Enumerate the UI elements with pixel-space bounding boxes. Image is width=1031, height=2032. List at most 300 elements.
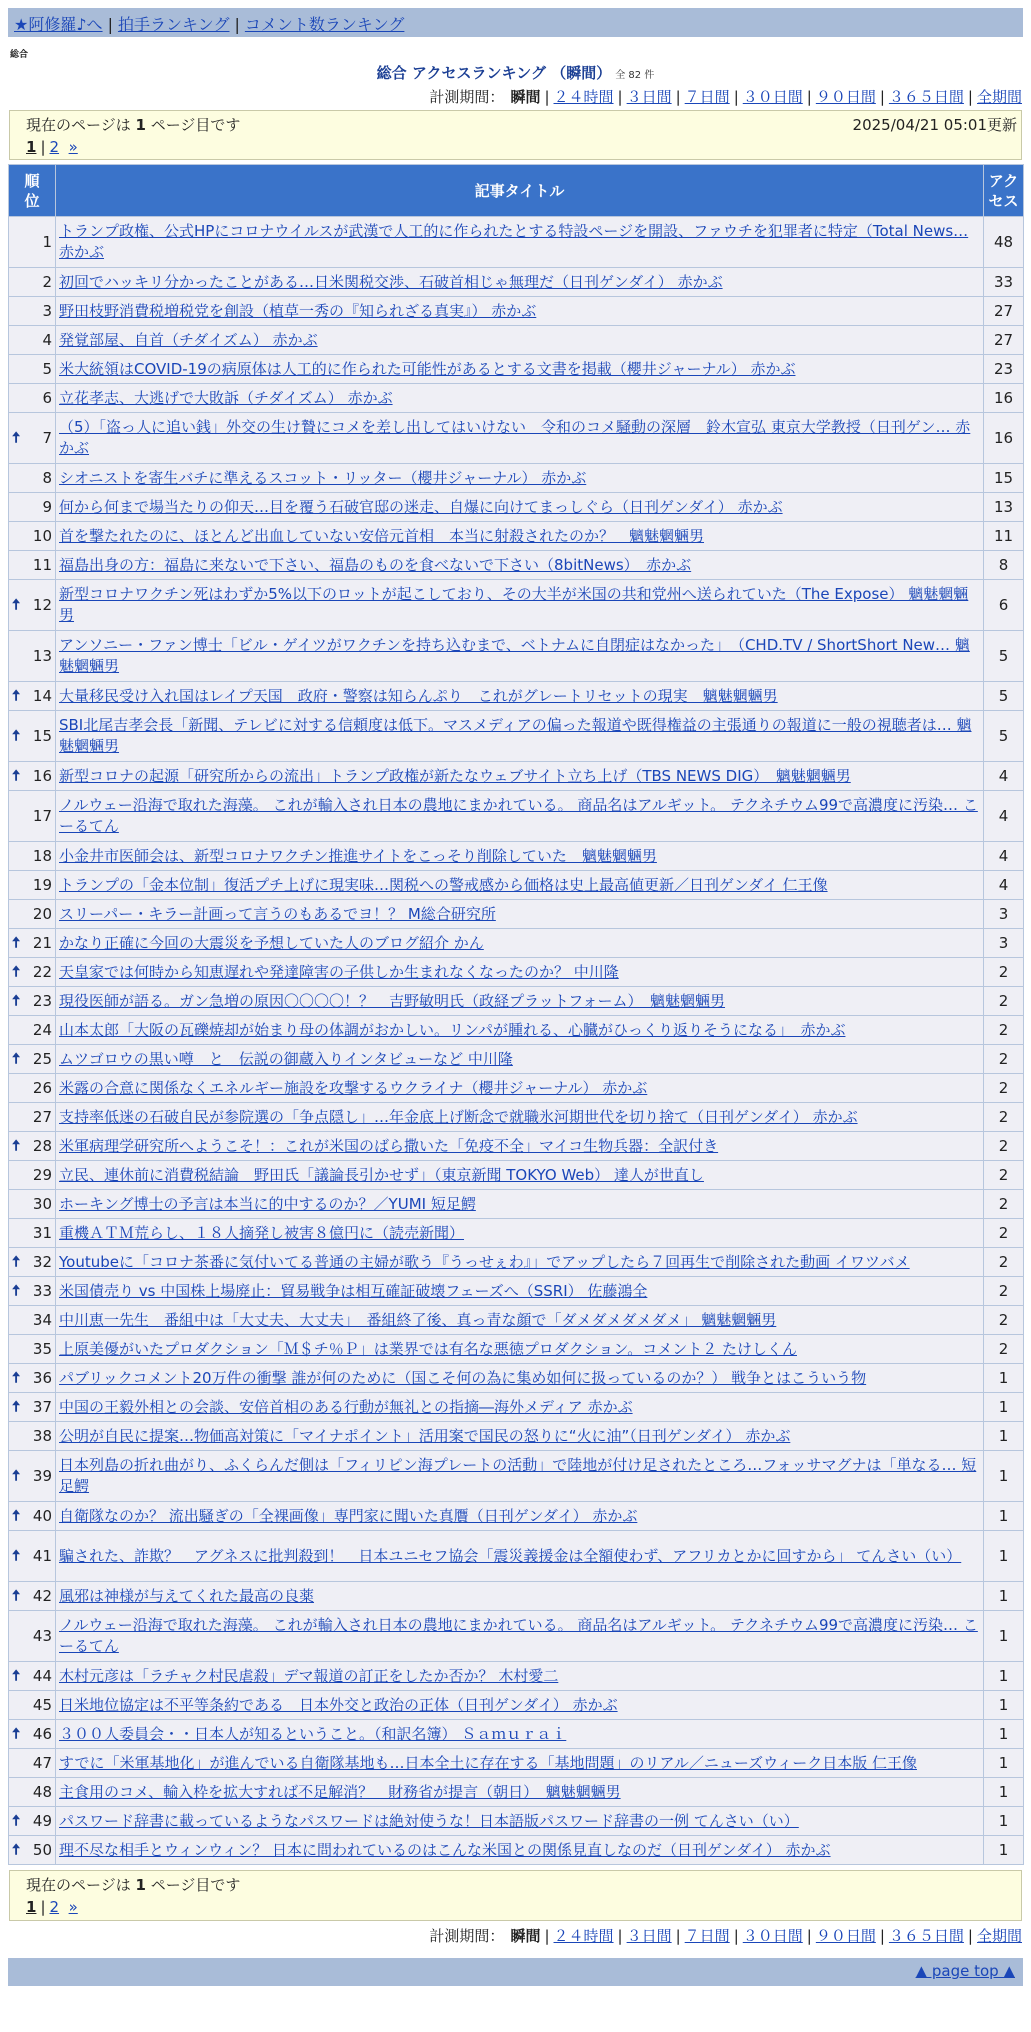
period-current: 瞬間 bbox=[510, 88, 541, 106]
article-title-link[interactable]: 公明が自民に提案…物価高対策に「マイナポイント」活用案で国民の怒りに“火に油”（日刊ゲンダイ） 赤かぶ bbox=[59, 1426, 791, 1445]
access-count: 4 bbox=[984, 871, 1024, 900]
rank-up-arrow-icon: 🠅 bbox=[12, 1840, 21, 1859]
access-count: 1 bbox=[984, 1836, 1024, 1865]
article-title-link[interactable]: 主食用のコメ、輸入枠を拡大すれば不足解消？ 財務省が提言（朝日） 魑魅魍魎男 bbox=[59, 1782, 621, 1801]
access-count: 1 bbox=[984, 1611, 1024, 1662]
period-option-1[interactable]: ３日間 bbox=[626, 88, 672, 106]
rank-number: 37 bbox=[32, 1397, 52, 1416]
title-cell bbox=[56, 493, 984, 522]
rank-up-arrow-icon: 🠅 bbox=[12, 1724, 21, 1743]
rank-cell bbox=[9, 1393, 56, 1422]
article-title-link[interactable]: 立花孝志、大逃げで大敗訴（チダイズム） 赤かぶ bbox=[59, 388, 393, 407]
page-1-current: 1 bbox=[26, 138, 37, 156]
access-count: 1 bbox=[984, 1502, 1024, 1531]
rank-number: 1 bbox=[42, 232, 52, 251]
article-title-link[interactable]: 風邪は神様が与えてくれた最高の良薬 bbox=[59, 1586, 315, 1605]
rank-number: 47 bbox=[32, 1753, 52, 1772]
rank-number: 45 bbox=[32, 1695, 52, 1714]
article-title-link[interactable]: トランプ政権、公式HPにコロナウイルスが武漢で人工的に作られたとする特設ページを開設、ファウチを犯罪者に特定（Total News… 赤かぶ bbox=[59, 222, 969, 261]
title-cell bbox=[56, 1662, 984, 1691]
access-count: 2 bbox=[984, 1132, 1024, 1161]
page-top-link[interactable]: ▲ page top ▲ bbox=[915, 1962, 1015, 1980]
col-header-rank bbox=[9, 165, 56, 217]
rank-number: 36 bbox=[32, 1368, 52, 1387]
article-title-link[interactable]: 米国債売り vs 中国株上場廃止：貿易戦争は相互確証破壊フェーズへ（SSRI） 佐藤鴻全 bbox=[59, 1281, 648, 1300]
title-cell bbox=[56, 1016, 984, 1045]
access-count: 2 bbox=[984, 1277, 1024, 1306]
rank-number: 50 bbox=[32, 1840, 52, 1859]
access-count: 1 bbox=[984, 1720, 1024, 1749]
rank-up-arrow-icon: 🠅 bbox=[12, 428, 21, 447]
current-page-pre: 現在のページは bbox=[26, 116, 136, 134]
title-cell bbox=[56, 551, 984, 580]
top-nav-bar bbox=[8, 8, 1023, 37]
title-cell bbox=[56, 1132, 984, 1161]
period-separator: | bbox=[544, 1927, 550, 1945]
article-title-link[interactable]: 上原美優がいたプロダクション「Ｍ＄チ％Ｐ」は業界では有名な悪徳プロダクション。コメント２ たけしくん bbox=[59, 1339, 797, 1358]
rank-up-arrow-icon: 🠅 bbox=[12, 686, 21, 705]
article-title-link[interactable]: 発覚部屋、自首（チダイズム） 赤かぶ bbox=[59, 330, 318, 349]
access-count: 1 bbox=[984, 1807, 1024, 1836]
title-cell bbox=[56, 958, 984, 987]
article-title-link[interactable]: ムツゴロウの黒い噂 と 伝説の御蔵入りインタビューなど 中川隆 bbox=[59, 1049, 513, 1068]
rank-up-arrow-icon: 🠅 bbox=[12, 1281, 21, 1300]
rank-up-arrow-icon: 🠅 bbox=[12, 1811, 21, 1830]
rank-number: 10 bbox=[32, 526, 52, 545]
rank-cell bbox=[9, 1335, 56, 1364]
title-cell bbox=[56, 1219, 984, 1248]
page-separator: | bbox=[40, 138, 46, 156]
table-row bbox=[9, 1422, 1024, 1451]
rank-cell bbox=[9, 842, 56, 871]
article-title-link[interactable]: 立民、連休前に消費税結論 野田氏「議論長引かせず」（東京新聞 TOKYO Web） 達人が世直し bbox=[59, 1165, 704, 1184]
rank-cell bbox=[9, 1045, 56, 1074]
table-row bbox=[9, 326, 1024, 355]
rank-number: 39 bbox=[32, 1466, 52, 1485]
table-row bbox=[9, 464, 1024, 493]
article-title-link[interactable]: Youtubeに「コロナ茶番に気付いてる普通の主婦が歌う『うっせぇわ』」でアップしたら７回再生で削除された動画 イワツバメ bbox=[59, 1252, 910, 1271]
rank-number: 6 bbox=[42, 388, 52, 407]
rank-number: 38 bbox=[32, 1426, 52, 1445]
article-title-link[interactable]: 中国の王毅外相との会談、安倍首相のある行動が無礼との指摘―海外メディア 赤かぶ bbox=[59, 1397, 633, 1416]
table-row bbox=[9, 580, 1024, 631]
table-row bbox=[9, 1778, 1024, 1807]
rank-up-arrow-icon: 🠅 bbox=[12, 1049, 21, 1068]
access-count: 1 bbox=[984, 1691, 1024, 1720]
period-separator: | bbox=[806, 88, 812, 106]
table-row bbox=[9, 1807, 1024, 1836]
rank-cell bbox=[9, 791, 56, 842]
rank-cell bbox=[9, 762, 56, 791]
article-title-link[interactable]: ホーキング博士の予言は本当に的中するのか？／YUMI 短足鰐 bbox=[59, 1194, 476, 1213]
table-row bbox=[9, 1248, 1024, 1277]
access-count: 2 bbox=[984, 958, 1024, 987]
title-cell bbox=[56, 1720, 984, 1749]
table-row bbox=[9, 1016, 1024, 1045]
rank-number: 18 bbox=[32, 846, 52, 865]
rank-number: 23 bbox=[32, 991, 52, 1010]
rank-number: 12 bbox=[32, 595, 52, 614]
next-page-link-bottom[interactable]: » bbox=[68, 1898, 78, 1916]
title-cell bbox=[56, 682, 984, 711]
rank-number: 41 bbox=[32, 1546, 52, 1565]
period-separator: | bbox=[617, 1927, 623, 1945]
rank-number: 14 bbox=[32, 686, 52, 705]
period-current-bottom: 瞬間 bbox=[510, 1927, 541, 1945]
article-title-link[interactable]: アンソニー・ファン博士「ビル・ゲイツがワクチンを持ち込むまで、ベトナムに自閉症はなかった」 （CHD.TV / ShortShort New… 魑魅魍魎男 bbox=[59, 636, 970, 675]
period-label-bottom: 計測期間： bbox=[429, 1927, 505, 1945]
rank-up-arrow-icon: 🠅 bbox=[12, 595, 21, 614]
table-row bbox=[9, 987, 1024, 1016]
period-separator: | bbox=[967, 88, 973, 106]
rank-number: 20 bbox=[32, 904, 52, 923]
access-count: 1 bbox=[984, 1778, 1024, 1807]
article-title-link[interactable]: 首を撃たれたのに、ほとんど出血していない安倍元首相 本当に射殺されたのか？ 魑魅魍魎男 bbox=[59, 526, 705, 545]
rank-cell bbox=[9, 217, 56, 268]
title-cell bbox=[56, 762, 984, 791]
access-count: 15 bbox=[984, 464, 1024, 493]
period-selector-bottom bbox=[429, 1925, 1022, 1946]
period-selector-top bbox=[429, 86, 1022, 107]
rank-cell bbox=[9, 1582, 56, 1611]
title-cell bbox=[56, 1364, 984, 1393]
rank-cell bbox=[9, 1016, 56, 1045]
article-title-link[interactable]: 中川恵一先生 番組中は「大丈夫、大丈夫」 番組終了後、真っ青な顔で「ダメダメダメダメ」 魑魅魍魎男 bbox=[59, 1310, 777, 1329]
access-count: 3 bbox=[984, 900, 1024, 929]
period-option-6[interactable]: 全期間 bbox=[976, 88, 1022, 106]
pager-box-bottom bbox=[9, 1870, 1022, 1921]
table-row bbox=[9, 297, 1024, 326]
table-row bbox=[9, 791, 1024, 842]
article-title-link[interactable]: 小金井市医師会は、新型コロナワクチン推進サイトをこっそり削除していた 魑魅魍魎男 bbox=[59, 846, 657, 865]
article-title-link[interactable]: 野田枝野消費税増税党を創設（植草一秀の『知られざる真実』） 赤かぶ bbox=[59, 301, 537, 320]
access-count: 1 bbox=[984, 1662, 1024, 1691]
page-2-link-bottom[interactable]: 2 bbox=[49, 1898, 60, 1916]
access-count: 48 bbox=[984, 217, 1024, 268]
access-count: 2 bbox=[984, 1103, 1024, 1132]
article-title-link[interactable]: 米大統領はCOVID-19の病原体は人工的に作られた可能性があるとする文書を掲載（櫻井ジャーナル） 赤かぶ bbox=[59, 359, 796, 378]
rank-cell bbox=[9, 631, 56, 682]
rank-number: 2 bbox=[42, 272, 52, 291]
rank-cell bbox=[9, 326, 56, 355]
access-count: 2 bbox=[984, 1219, 1024, 1248]
period-option-5-bottom[interactable]: ３６５日間 bbox=[888, 1927, 964, 1945]
article-title-link[interactable]: 騙された、詐欺？ アグネスに批判殺到！ 日本ユニセフ協会「震災義援金は全額使わず、アフリカとかに回すから」 てんさい（い） bbox=[59, 1546, 962, 1565]
period-option-0[interactable]: ２４時間 bbox=[553, 88, 614, 106]
rank-up-arrow-icon: 🠅 bbox=[12, 1397, 21, 1416]
title-cell bbox=[56, 1103, 984, 1132]
table-row bbox=[9, 1691, 1024, 1720]
table-row bbox=[9, 522, 1024, 551]
period-option-0-bottom[interactable]: ２４時間 bbox=[553, 1927, 614, 1945]
section-label: 総合 bbox=[10, 50, 29, 60]
nav-applause-ranking-link[interactable]: 拍手ランキング bbox=[117, 15, 230, 34]
rank-up-arrow-icon: 🠅 bbox=[12, 933, 21, 952]
rank-cell bbox=[9, 987, 56, 1016]
rank-number: 43 bbox=[32, 1626, 52, 1645]
article-title-link[interactable]: 現役医師が語る。ガン急増の原因〇〇〇〇！？ 吉野敏明氏（政経プラットフォーム） 魑魅魍魎男 bbox=[59, 991, 726, 1010]
article-title-link[interactable]: すでに「米軍基地化」が進んでいる自衛隊基地も…日本全土に存在する「基地問題」のリアル／ニューズウィーク日本版 仁王像 bbox=[59, 1753, 917, 1772]
rank-cell bbox=[9, 900, 56, 929]
table-header-row bbox=[9, 165, 1024, 217]
updated-timestamp: 2025/04/21 05:01更新 bbox=[852, 116, 1017, 134]
nav-separator: | bbox=[234, 15, 240, 34]
period-option-1-bottom[interactable]: ３日間 bbox=[626, 1927, 672, 1945]
title-cell bbox=[56, 297, 984, 326]
ranking-table-body bbox=[9, 217, 1024, 1865]
access-count: 1 bbox=[984, 1531, 1024, 1582]
rank-up-arrow-icon: 🠅 bbox=[12, 962, 21, 981]
article-title-link[interactable]: 重機ＡＴＭ荒らし、１８人摘発し被害８億円に（読売新聞） bbox=[59, 1223, 465, 1242]
article-title-link[interactable]: パスワード辞書に載っているようなパスワードは絶対使うな！日本語版パスワード辞書の一例 てんさい（い） bbox=[59, 1811, 799, 1830]
ranking-table bbox=[8, 164, 1024, 1865]
table-row bbox=[9, 1393, 1024, 1422]
article-title-link[interactable]: 支持率低迷の石破自民が参院選の「争点隠し」…年金底上げ断念で就職氷河期世代を切り捨て（日刊ゲンダイ） 赤かぶ bbox=[59, 1107, 858, 1126]
rank-cell bbox=[9, 1451, 56, 1502]
rank-cell bbox=[9, 297, 56, 326]
rank-number: 8 bbox=[42, 468, 52, 487]
table-row bbox=[9, 1045, 1024, 1074]
rank-cell bbox=[9, 1778, 56, 1807]
title-cell bbox=[56, 1749, 984, 1778]
article-title-link[interactable]: 理不尽な相手とウィンウィン？ 日本に問われているのはこんな米国との関係見直しなのだ（日刊ゲンダイ） 赤かぶ bbox=[59, 1840, 831, 1859]
access-count: 2 bbox=[984, 987, 1024, 1016]
rank-cell bbox=[9, 1611, 56, 1662]
article-title-link[interactable]: 山本太郎「大阪の瓦礫焼却が始まり母の体調がおかしい。リンパが腫れる、心臓がひっくり返りそうになる」 赤かぶ bbox=[59, 1020, 846, 1039]
access-count: 2 bbox=[984, 1248, 1024, 1277]
period-option-6-bottom[interactable]: 全期間 bbox=[976, 1927, 1022, 1945]
rank-cell bbox=[9, 1691, 56, 1720]
title-cell bbox=[56, 268, 984, 297]
article-title-link[interactable]: 米露の合意に関係なくエネルギー施設を攻撃するウクライナ（櫻井ジャーナル） 赤かぶ bbox=[59, 1078, 648, 1097]
rank-up-arrow-icon: 🠅 bbox=[12, 1368, 21, 1387]
rank-cell bbox=[9, 384, 56, 413]
page-links bbox=[26, 138, 1005, 156]
rank-cell bbox=[9, 1531, 56, 1582]
title-cell bbox=[56, 1582, 984, 1611]
current-page-number-bottom: 1 bbox=[135, 1876, 146, 1894]
period-separator: | bbox=[967, 1927, 973, 1945]
title-cell bbox=[56, 1778, 984, 1807]
period-option-2[interactable]: ７日間 bbox=[684, 88, 730, 106]
article-title-link[interactable]: トランプの「金本位制」復活プチ上げに現実味…関税への警戒感から価格は史上最高値更新／日刊ゲンダイ 仁王像 bbox=[59, 875, 828, 894]
access-count: 2 bbox=[984, 1074, 1024, 1103]
nav-home-link[interactable]: ★阿修羅♪へ bbox=[14, 15, 103, 34]
access-count: 8 bbox=[984, 551, 1024, 580]
article-title-link[interactable]: 福島出身の方：福島に来ないで下さい、福島のものを食べないで下さい（8bitNews） 赤かぶ bbox=[59, 555, 692, 574]
title-cell bbox=[56, 1531, 984, 1582]
article-title-link[interactable]: 何から何まで場当たりの仰天…目を覆う石破官邸の迷走、自爆に向けてまっしぐら（日刊ゲンダイ） 赤かぶ bbox=[59, 497, 783, 516]
page-separator: | bbox=[40, 1898, 46, 1916]
title-cell bbox=[56, 355, 984, 384]
table-row bbox=[9, 762, 1024, 791]
period-option-4[interactable]: ９０日間 bbox=[815, 88, 876, 106]
period-separator: | bbox=[879, 1927, 885, 1945]
period-option-4-bottom[interactable]: ９０日間 bbox=[815, 1927, 876, 1945]
title-cell bbox=[56, 1393, 984, 1422]
rank-number: 44 bbox=[32, 1666, 52, 1685]
access-count: 6 bbox=[984, 580, 1024, 631]
rank-up-arrow-icon: 🠅 bbox=[12, 1252, 21, 1271]
title-cell bbox=[56, 1045, 984, 1074]
period-option-3[interactable]: ３０日間 bbox=[742, 88, 803, 106]
article-title-link[interactable]: 自衛隊なのか？ 流出騒ぎの「全裸画像」専門家に聞いた真贋（日刊ゲンダイ） 赤かぶ bbox=[59, 1506, 638, 1525]
rank-number: 16 bbox=[32, 766, 52, 785]
title-cell bbox=[56, 413, 984, 464]
table-row bbox=[9, 631, 1024, 682]
article-title-link[interactable]: 日本列島の折れ曲がり、ふくらんだ側は「フィリピン海プレートの活動」で陸地が付け足されたところ…フォッサマグナは「単なる… 短足鰐 bbox=[59, 1456, 977, 1495]
rank-cell bbox=[9, 1662, 56, 1691]
rank-cell bbox=[9, 1502, 56, 1531]
access-count: 16 bbox=[984, 413, 1024, 464]
table-row bbox=[9, 1161, 1024, 1190]
table-row bbox=[9, 1219, 1024, 1248]
title-cell bbox=[56, 711, 984, 762]
access-count: 2 bbox=[984, 1335, 1024, 1364]
current-page-post: ページ目です bbox=[145, 116, 241, 134]
rank-number: 13 bbox=[32, 646, 52, 665]
rank-cell bbox=[9, 1836, 56, 1865]
period-option-3-bottom[interactable]: ３０日間 bbox=[742, 1927, 803, 1945]
period-option-5[interactable]: ３６５日間 bbox=[888, 88, 964, 106]
rank-cell bbox=[9, 711, 56, 762]
rank-cell bbox=[9, 1720, 56, 1749]
title-cell bbox=[56, 871, 984, 900]
table-row bbox=[9, 958, 1024, 987]
article-title-link[interactable]: 木村元彦は「ラチャク村民虐殺」デマ報道の訂正をしたか否か？ 木村愛二 bbox=[59, 1666, 559, 1685]
article-title-link[interactable]: 初回でハッキリ分かったことがある…日米関税交渉、石破首相じゃ無理だ（日刊ゲンダイ） 赤かぶ bbox=[59, 272, 723, 291]
article-title-link[interactable]: 大量移民受け入れ国はレイプ天国 政府・警察は知らんぷり これがグレートリセットの現実 魑魅魍魎男 bbox=[59, 686, 778, 705]
rank-number: 42 bbox=[32, 1586, 52, 1605]
bottom-bar bbox=[8, 1958, 1023, 1986]
rank-cell bbox=[9, 1248, 56, 1277]
rank-cell bbox=[9, 1103, 56, 1132]
article-title-link[interactable]: シオニストを寄生バチに準えるスコット・リッター（櫻井ジャーナル） 赤かぶ bbox=[59, 468, 587, 487]
access-count: 4 bbox=[984, 842, 1024, 871]
access-count: 2 bbox=[984, 1161, 1024, 1190]
access-count: 1 bbox=[984, 1582, 1024, 1611]
access-count: 27 bbox=[984, 326, 1024, 355]
article-title-link[interactable]: パブリックコメント20万件の衝撃 誰が何のために（国こそ何の為に集め如何に扱っているのか？） 戦争とはこういう物 bbox=[59, 1368, 867, 1387]
article-title-link[interactable]: SBI北尾吉孝会長「新聞、テレビに対する信頼度は低下。マスメディアの偏った報道や既得権益の主張通りの報道に一般の視聴者は… 魑魅魍魎男 bbox=[59, 716, 972, 755]
title-cell bbox=[56, 987, 984, 1016]
rank-number: 29 bbox=[32, 1165, 52, 1184]
article-title-link[interactable]: ノルウェー沿海で取れた海藻。 これが輸入され日本の農地にまかれている。 商品名はアルギット。 テクネチウム99で高濃度に汚染… こーるてん bbox=[59, 1616, 978, 1655]
title-cell bbox=[56, 631, 984, 682]
article-title-link[interactable]: 日米地位協定は不平等条約である 日本外交と政治の正体（日刊ゲンダイ） 赤かぶ bbox=[59, 1695, 618, 1714]
access-count: 1 bbox=[984, 1422, 1024, 1451]
rank-cell bbox=[9, 1132, 56, 1161]
title-cell bbox=[56, 1277, 984, 1306]
current-page-pre-bottom: 現在のページは bbox=[26, 1876, 136, 1894]
title-cell bbox=[56, 1691, 984, 1720]
article-title-link[interactable]: スリーパー・キラー計画って言うのもあるでヨ！？ M総合研究所 bbox=[59, 904, 496, 923]
period-separator: | bbox=[879, 88, 885, 106]
rank-cell bbox=[9, 1422, 56, 1451]
rank-number: 48 bbox=[32, 1782, 52, 1801]
nav-comment-ranking-link[interactable]: コメント数ランキング bbox=[244, 15, 405, 34]
title-cell bbox=[56, 580, 984, 631]
title-cell bbox=[56, 1611, 984, 1662]
access-count: 4 bbox=[984, 762, 1024, 791]
rank-number: 27 bbox=[32, 1107, 52, 1126]
period-option-2-bottom[interactable]: ７日間 bbox=[684, 1927, 730, 1945]
table-row bbox=[9, 1335, 1024, 1364]
rank-up-arrow-icon: 🠅 bbox=[12, 766, 21, 785]
article-title-link[interactable]: 米軍病理学研究所へようこそ！：これが米国のばら撒いた「免疫不全」マイコ生物兵器：全訳付き bbox=[59, 1136, 719, 1155]
rank-up-arrow-icon: 🠅 bbox=[12, 991, 21, 1010]
rank-cell bbox=[9, 493, 56, 522]
rank-up-arrow-icon: 🠅 bbox=[12, 1506, 21, 1525]
rank-cell bbox=[9, 1219, 56, 1248]
access-count: 1 bbox=[984, 1393, 1024, 1422]
rank-number: 32 bbox=[32, 1252, 52, 1271]
title-cell bbox=[56, 1074, 984, 1103]
table-row bbox=[9, 1190, 1024, 1219]
table-row bbox=[9, 1132, 1024, 1161]
page-1-current-bottom: 1 bbox=[26, 1898, 37, 1916]
access-count: 5 bbox=[984, 682, 1024, 711]
article-title-link[interactable]: かなり正確に今回の大震災を予想していた人のブログ紹介 かん bbox=[59, 933, 484, 952]
rank-number: 26 bbox=[32, 1078, 52, 1097]
article-title-link[interactable]: 新型コロナの起源「研究所からの流出」トランプ政権が新たなウェブサイト立ち上げ（TBS NEWS DIG） 魑魅魍魎男 bbox=[59, 766, 851, 785]
table-row bbox=[9, 551, 1024, 580]
title-cell bbox=[56, 929, 984, 958]
access-count: 2 bbox=[984, 1306, 1024, 1335]
rank-number: 9 bbox=[42, 497, 52, 516]
col-header-rank-text: 順 位 bbox=[24, 171, 40, 210]
article-title-link[interactable]: 天皇家では何時から知恵遅れや発達障害の子供しか生まれなくなったのか？ 中川隆 bbox=[59, 962, 619, 981]
table-row bbox=[9, 1531, 1024, 1582]
period-separator: | bbox=[544, 88, 550, 106]
col-header-access bbox=[984, 165, 1024, 217]
table-row bbox=[9, 355, 1024, 384]
next-page-link[interactable]: » bbox=[68, 138, 78, 156]
current-page-number: 1 bbox=[135, 116, 146, 134]
table-row bbox=[9, 217, 1024, 268]
table-row bbox=[9, 682, 1024, 711]
rank-number: 22 bbox=[32, 962, 52, 981]
period-separator: | bbox=[733, 88, 739, 106]
table-row bbox=[9, 1502, 1024, 1531]
rank-up-arrow-icon: 🠅 bbox=[12, 1466, 21, 1485]
rank-up-arrow-icon: 🠅 bbox=[12, 1136, 21, 1155]
rank-cell bbox=[9, 682, 56, 711]
rank-number: 24 bbox=[32, 1020, 52, 1039]
access-count: 1 bbox=[984, 1749, 1024, 1778]
article-title-link[interactable]: ノルウェー沿海で取れた海藻。 これが輸入され日本の農地にまかれている。 商品名はアルギット。 テクネチウム99で高濃度に汚染… こーるてん bbox=[59, 796, 978, 835]
col-header-title: 記事タイトル bbox=[56, 165, 984, 217]
title-cell bbox=[56, 217, 984, 268]
page-2-link[interactable]: 2 bbox=[49, 138, 60, 156]
pager-box-top bbox=[9, 110, 1022, 160]
rank-number: 19 bbox=[32, 875, 52, 894]
table-row bbox=[9, 929, 1024, 958]
article-title-link[interactable]: （5）「盗っ人に追い銭」外交の生け贄にコメを差し出してはいけない 令和のコメ騒動の深層 鈴木宣弘 東京大学教授（日刊ゲン… 赤かぶ bbox=[59, 418, 971, 457]
title-cell bbox=[56, 384, 984, 413]
title-cell bbox=[56, 1807, 984, 1836]
title-cell bbox=[56, 1190, 984, 1219]
table-row bbox=[9, 1364, 1024, 1393]
rank-up-arrow-icon: 🠅 bbox=[12, 726, 21, 745]
current-page-post-bottom: ページ目です bbox=[145, 1876, 241, 1894]
rank-cell bbox=[9, 1364, 56, 1393]
rank-cell bbox=[9, 551, 56, 580]
access-count: 3 bbox=[984, 929, 1024, 958]
table-row bbox=[9, 842, 1024, 871]
article-title-link[interactable]: 新型コロナワクチン死はわずか5%以下のロットが起こしており、その大半が米国の共和党州へ送られていた（The Expose） 魑魅魍魎男 bbox=[59, 585, 969, 624]
article-title-link[interactable]: ３００人委員会・・日本人が知るということ。（和訳名簿） Ｓａｍｕｒａｉ bbox=[59, 1724, 567, 1743]
